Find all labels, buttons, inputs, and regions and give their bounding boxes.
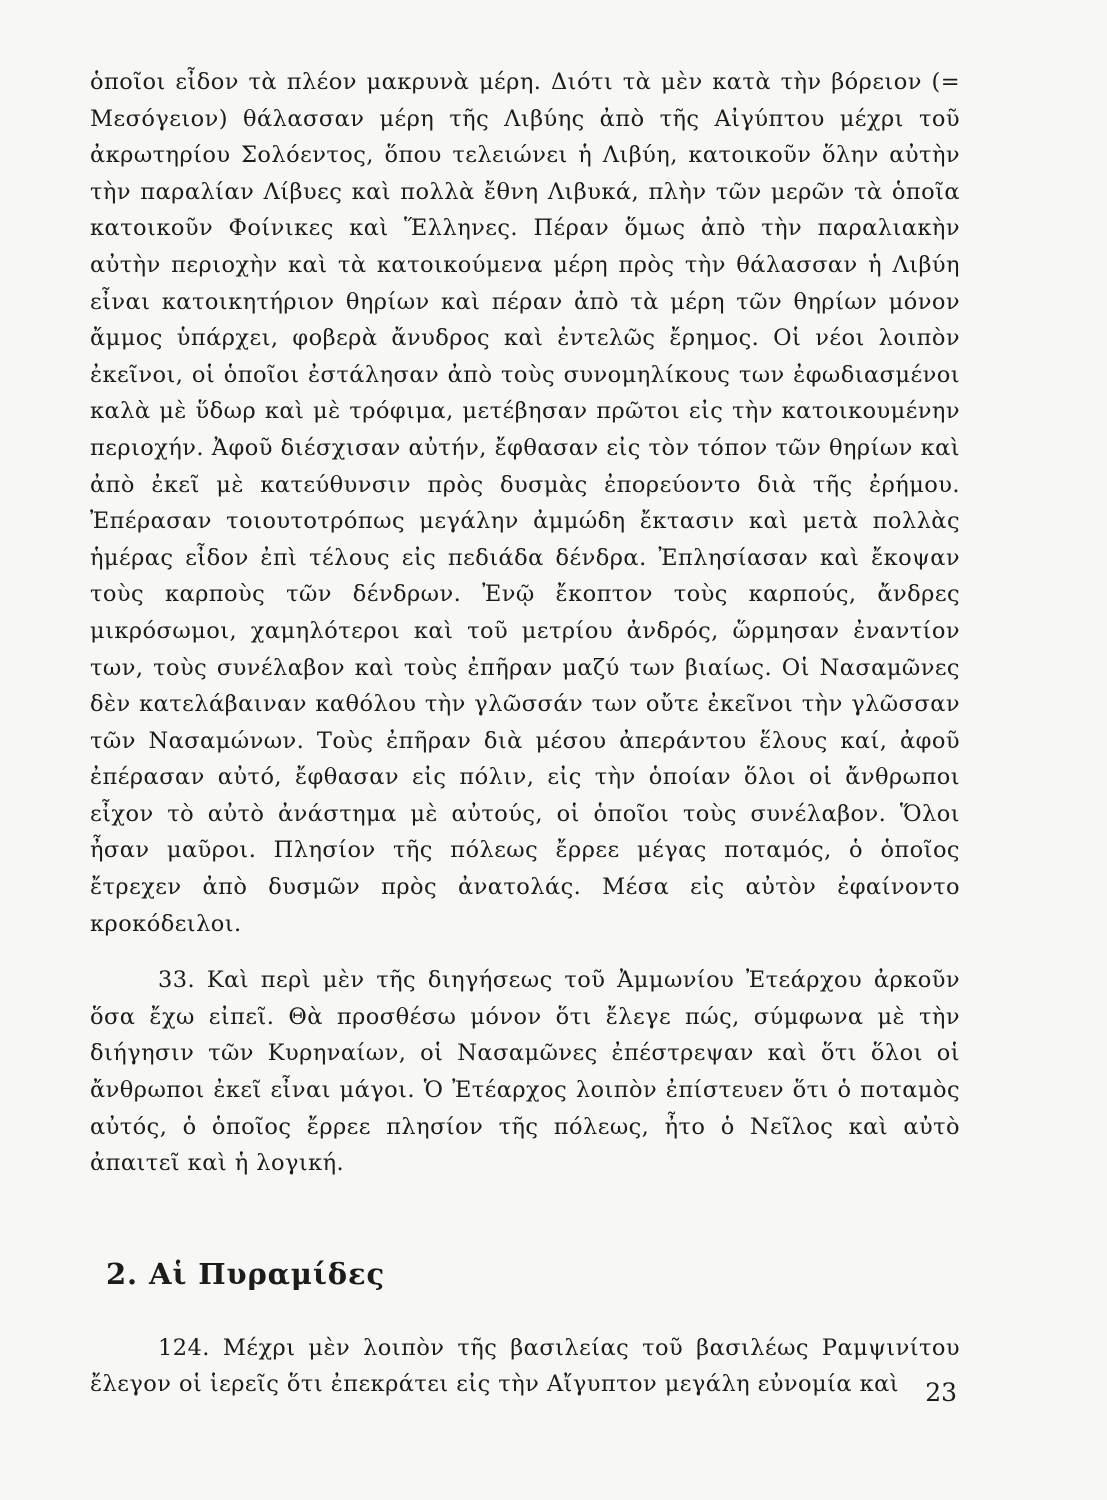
paragraph-section-124: 124. Μέχρι μὲν λοιπὸν τῆς βασιλείας τοῦ βασιλέως Ραμψινίτου ἔλεγον οἱ ἱερεῖς ὅτι ἐπεκράτει εἰς τὴν Αἴγυπτον μεγάλη εὐνομία καὶ bbox=[90, 1334, 960, 1398]
page-number: 23 bbox=[925, 1378, 957, 1407]
section-heading: 2. Αἱ Πυραμίδες bbox=[106, 1256, 386, 1291]
paragraph-section-33: 33. Καὶ περὶ μὲν τῆς διηγήσεως τοῦ Ἀμμωνίου Ἐτεάρχου ἀρκοῦν ὅσα ἔχω εἰπεῖ. Θὰ προσθέσω μόνον ὅτι ἔλεγε πώς, σύμφωνα μὲ τὴν διήγησιν τῶν Κυρηναίων, οἱ Νασαμῶνες ἐπέστρεψαν καὶ ὅτι ὅλοι οἱ ἄνθρωποι ἐκεῖ εἶναι μάγοι. Ὁ Ἐτέαρχος λοιπὸν ἐπίστευεν ὅτι ὁ ποταμὸς αὐτός, ὁ ὁποῖος ἔρρεε πλησίον τῆς πόλεως, ἦτο ὁ Νεῖλος καὶ αὐτὸ ἀπαιτεῖ καὶ ἡ λογική. bbox=[90, 967, 960, 1177]
paragraph-continuation: ὁποῖοι εἶδον τὰ πλέον μακρυνὰ μέρη. Διότι τὰ μὲν κατὰ τὴν βόρειον (= Μεσόγειον) θάλασσαν μέρη τῆς Λιβύης ἀπὸ τῆς Αἰγύπτου μέχρι τοῦ ἀκρωτηρίου Σολόεντος, ὅπου τελειώνει ἡ Λιβύη, κατοικοῦν ὅλην αὐτὴν τὴν παραλίαν Λίβυες καὶ πολλὰ ἔθνη Λιβυκά, πλὴν τῶν μερῶν τὰ ὁποῖα κατοικοῦν Φοίνικες καὶ Ἕλληνες. Πέραν ὅμως ἀπὸ τὴν παραλιακὴν αὐτὴν περιοχὴν καὶ τὰ κατοικούμενα μέρη πρὸς τὴν θάλασσαν ἡ Λιβύη εἶναι κατοικητήριον θηρίων καὶ πέραν ἀπὸ τὰ μέρη τῶν θηρίων μόνον ἄμμος ὑπάρχει, φοβερὰ ἄνυδρος καὶ ἐντελῶς ἔρημος. Οἱ νέοι λοιπὸν ἐκεῖνοι, οἱ ὁποῖοι ἐστάλησαν ἀπὸ τοὺς συνομηλίκους των ἐφωδιασμένοι καλὰ μὲ ὕδωρ καὶ μὲ τρόφιμα, μετέβησαν πρῶτοι εἰς τὴν κατοικουμένην περιοχήν. Ἀφοῦ διέσχισαν αὐτήν, ἔφθασαν εἰς τὸν τόπον τῶν θηρίων καὶ ἀπὸ ἐκεῖ μὲ κατεύθυνσιν πρὸς δυσμὰς ἐπορεύοντο διὰ τῆς ἐρήμου. Ἐπέρασαν τοιουτοτρόπως μεγάλην ἀμμώδη ἔκτασιν καὶ μετὰ πολλὰς ἡμέρας εἶδον ἐπὶ τέλους εἰς πεδιάδα δένδρα. Ἐπλησίασαν καὶ ἔκοψαν τοὺς καρποὺς τῶν δένδρων. Ἐνῷ ἔκοπτον τοὺς καρπούς, ἄνδρες μικρόσωμοι, χαμηλότεροι καὶ τοῦ μετρίου ἀνδρός, ὥρμησαν ἐναντίον των, τοὺς συνέλαβον καὶ τοὺς ἐπῆραν μαζύ των βιαίως. Οἱ Νασαμῶνες δὲν κατελάβαιναν καθόλου τὴν γλῶσσάν των οὔτε ἐκεῖνοι τὴν γλῶσσαν τῶν Νασαμώνων. Τοὺς ἐπῆραν διὰ μέσου ἀπεράντου ἕλους καί, ἀφοῦ ἐπέρασαν αὐτό, ἔφθασαν εἰς πόλιν, εἰς τὴν ὁποίαν ὅλοι οἱ ἄνθρωποι εἶχον τὸ αὐτὸ ἀνάστημα μὲ αὐτούς, οἱ ὁποῖοι τοὺς συνέλαβον. Ὅλοι ἦσαν μαῦροι. Πλησίον τῆς πόλεως ἔρρεε μέγας ποταμός, ὁ ὁποῖος ἔτρεχεν ἀπὸ δυσμῶν πρὸς ἀνατολάς. Μέσα εἰς αὐτὸν ἐφαίνοντο κροκόδειλοι. bbox=[90, 69, 960, 937]
page-body bbox=[90, 64, 960, 1403]
